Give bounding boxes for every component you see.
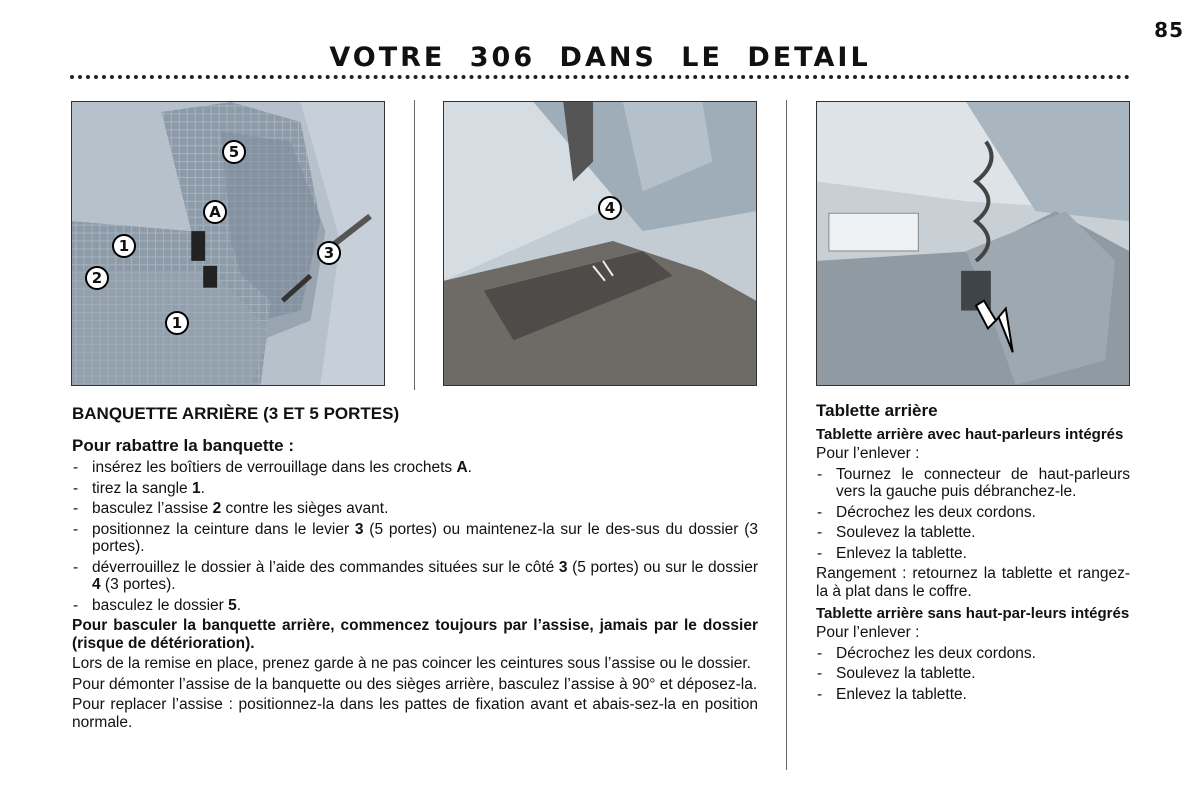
without-speakers-steps (816, 645, 1130, 704)
parcel-shelf-section (816, 401, 1130, 703)
list-item: - basculez le dossier 5. (72, 597, 758, 615)
list-item: - Décrochez les deux cordons. (816, 645, 1130, 663)
intro-text: Pour l’enlever : (816, 445, 920, 462)
callout-A: A (203, 200, 227, 224)
column-separator (786, 100, 787, 770)
parcel-shelf-photo (816, 101, 1130, 386)
list-item: - déverrouillez le dossier à l’aide des commandes situées sur le côté 3 (5 portes) ou sur le dossier 4 (3 portes). (72, 559, 758, 594)
fold-steps-list (72, 459, 758, 614)
with-speakers-heading: Tablette arrière avec haut-parleurs intégrés (816, 426, 1124, 443)
section-heading: BANQUETTE ARRIÈRE (3 ET 5 PORTES) (72, 404, 400, 423)
paragraph: Pour démonter l’assise de la banquette ou des sièges arrière, basculez l’assise à 90° et déposez-la. (72, 675, 758, 693)
callout-1: 1 (165, 311, 189, 335)
section-heading: Tablette arrière (816, 401, 938, 420)
list-item: - Tournez le connecteur de haut-parleurs vers la gauche puis débranchez-le. (816, 466, 1130, 501)
rear-bench-section (72, 404, 758, 731)
list-item: - positionnez la ceinture dans le levier 3 (5 portes) ou maintenez-la sur le des-sus du dossier (3 portes). (72, 521, 758, 556)
page-title: VOTRE 306 DANS LE DETAIL (329, 42, 871, 73)
paragraph: Lors de la remise en place, prenez garde à ne pas coincer les ceintures sous l’assise ou le dossier. (72, 655, 751, 672)
backrest-lever-photo (443, 101, 757, 386)
list-item: - Soulevez la tablette. (816, 665, 1130, 683)
storage-text: Rangement : retournez la tablette et rangez-la à plat dans le coffre. (816, 565, 1130, 600)
warning-text: Pour basculer la banquette arrière, commencez toujours par l’assise, jamais par le dossier (risque de détérioration). (72, 617, 758, 652)
callout-3: 3 (317, 241, 341, 265)
list-item: - tirez la sangle 1. (72, 480, 758, 498)
callout-4: 4 (598, 196, 622, 220)
list-item: - Enlevez la tablette. (816, 686, 1130, 704)
with-speakers-steps (816, 466, 1130, 563)
without-speakers-heading: Tablette arrière sans haut-par-leurs intégrés (816, 605, 1130, 622)
page-number: 85 (1154, 18, 1184, 42)
dotted-divider (70, 75, 1130, 79)
fold-bench-heading: Pour rabattre la banquette : (72, 436, 294, 455)
callout-5: 5 (222, 140, 246, 164)
list-item: - basculez l’assise 2 contre les sièges avant. (72, 500, 758, 518)
rear-seat-photo (71, 101, 385, 386)
column-separator (414, 100, 415, 390)
list-item: - insérez les boîtiers de verrouillage dans les crochets A. (72, 459, 758, 477)
intro-text: Pour l’enlever : (816, 624, 920, 641)
callout-2: 2 (85, 266, 109, 290)
callout-1: 1 (112, 234, 136, 258)
paragraph: Pour replacer l’assise : positionnez-la dans les pattes de fixation avant et abais-sez-la en position normale. (72, 696, 758, 731)
list-item: - Enlevez la tablette. (816, 545, 1130, 563)
list-item: - Soulevez la tablette. (816, 524, 1130, 542)
list-item: - Décrochez les deux cordons. (816, 504, 1130, 522)
